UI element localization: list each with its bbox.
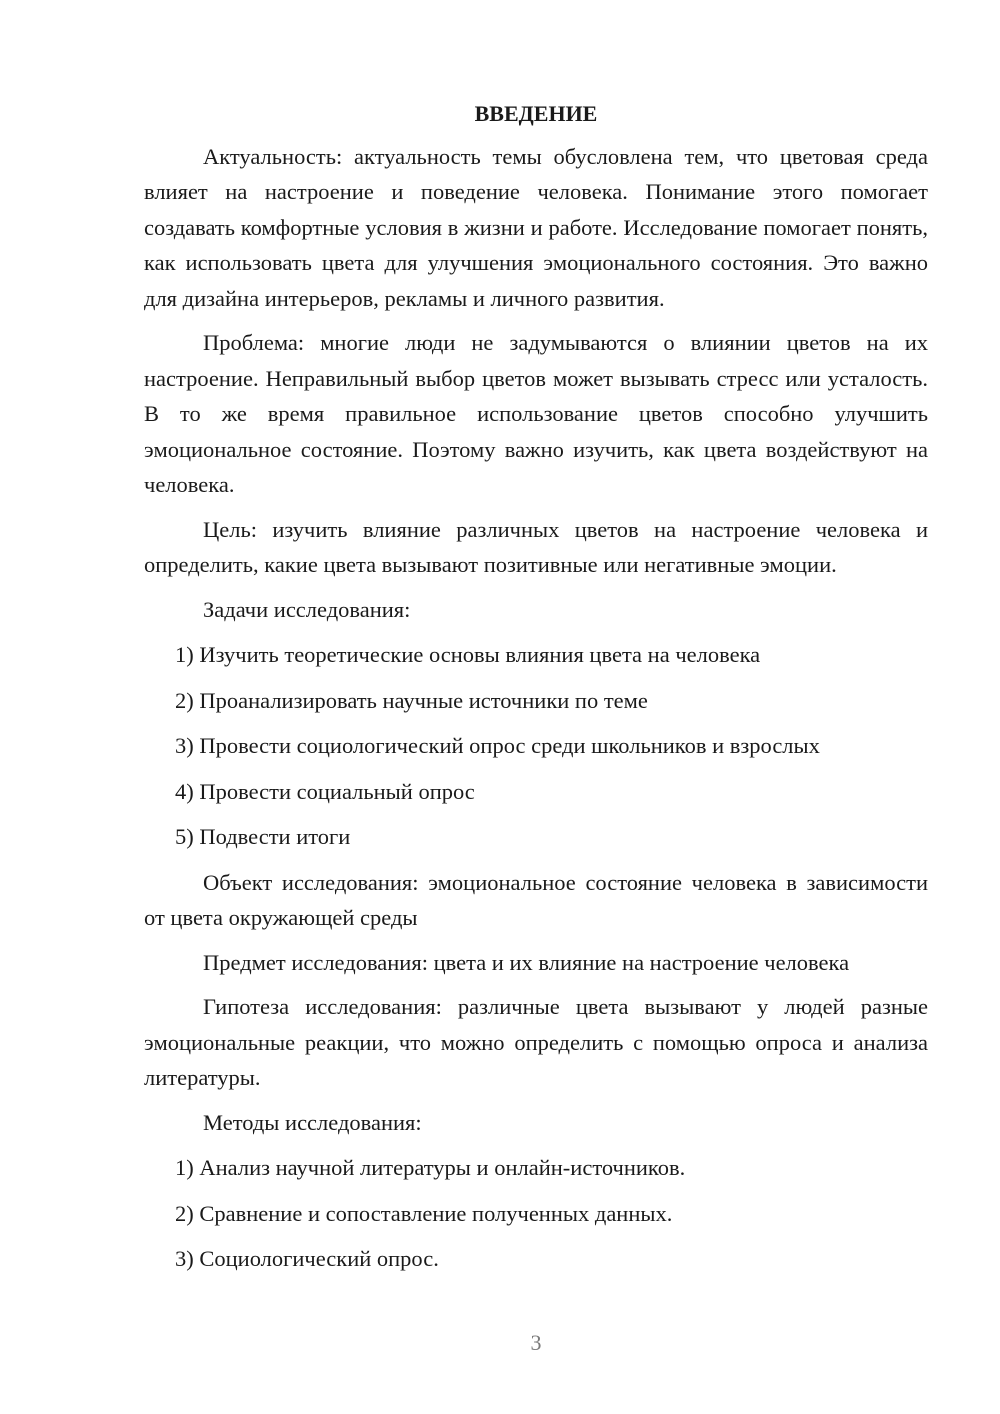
relevance-paragraph: Актуальность: актуальность темы обусловлена тем, что цветовая среда влияет на настроение и поведение человека. Понимание этого помогает создавать комфортные условия в жизни и работе. Исследование помогает понять, как использовать цвета для улучшения эмоционального состояния. Это важно для дизайна интерьеров, рекламы и личного развития.	[144, 143, 928, 311]
task-item: 2) Проанализировать научные источники по теме	[175, 687, 648, 713]
section-title: ВВЕДЕНИЕ	[474, 101, 598, 126]
task-item: 5) Подвести итоги	[175, 824, 351, 849]
problem-paragraph: Проблема: многие люди не задумываются о влиянии цветов на их настроение. Неправильный выбор цветов может вызывать стресс или усталость. В то же время правильное использование цветов способно улучшить эмоциональное состояние. Поэтому важно изучить, как цвета воздействуют на человека.	[144, 330, 928, 497]
task-item: 4) Провести социальный опрос	[175, 778, 475, 804]
method-item: 1) Анализ научной литературы и онлайн-источников.	[175, 1155, 686, 1180]
page-number: 3	[530, 1330, 542, 1355]
task-item: 1) Изучить теоретические основы влияния цвета на человека	[175, 642, 761, 667]
tasks-list	[144, 637, 928, 855]
goal-paragraph: Цель: изучить влияние различных цветов на настроение человека и определить, какие цвета вызывают позитивные или негативные эмоции.	[144, 516, 928, 577]
methods-list	[144, 1150, 928, 1277]
hypothesis-paragraph: Гипотеза исследования: различные цвета вызывают у людей разные эмоциональные реакции, что можно определить с помощью опроса и анализа литературы.	[144, 994, 928, 1090]
methods-heading: Методы исследования:	[203, 1109, 422, 1135]
tasks-heading: Задачи исследования:	[203, 596, 411, 622]
document-page	[144, 96, 928, 1287]
object-paragraph: Объект исследования: эмоциональное состояние человека в зависимости от цвета окружающей среды	[144, 869, 928, 930]
task-item: 3) Провести социологический опрос среди школьников и взрослых	[175, 733, 820, 758]
subject-paragraph: Предмет исследования: цвета и их влияние на настроение человека	[203, 949, 850, 975]
method-item: 3) Социологический опрос.	[175, 1246, 439, 1271]
method-item: 2) Сравнение и сопоставление полученных данных.	[175, 1200, 673, 1226]
